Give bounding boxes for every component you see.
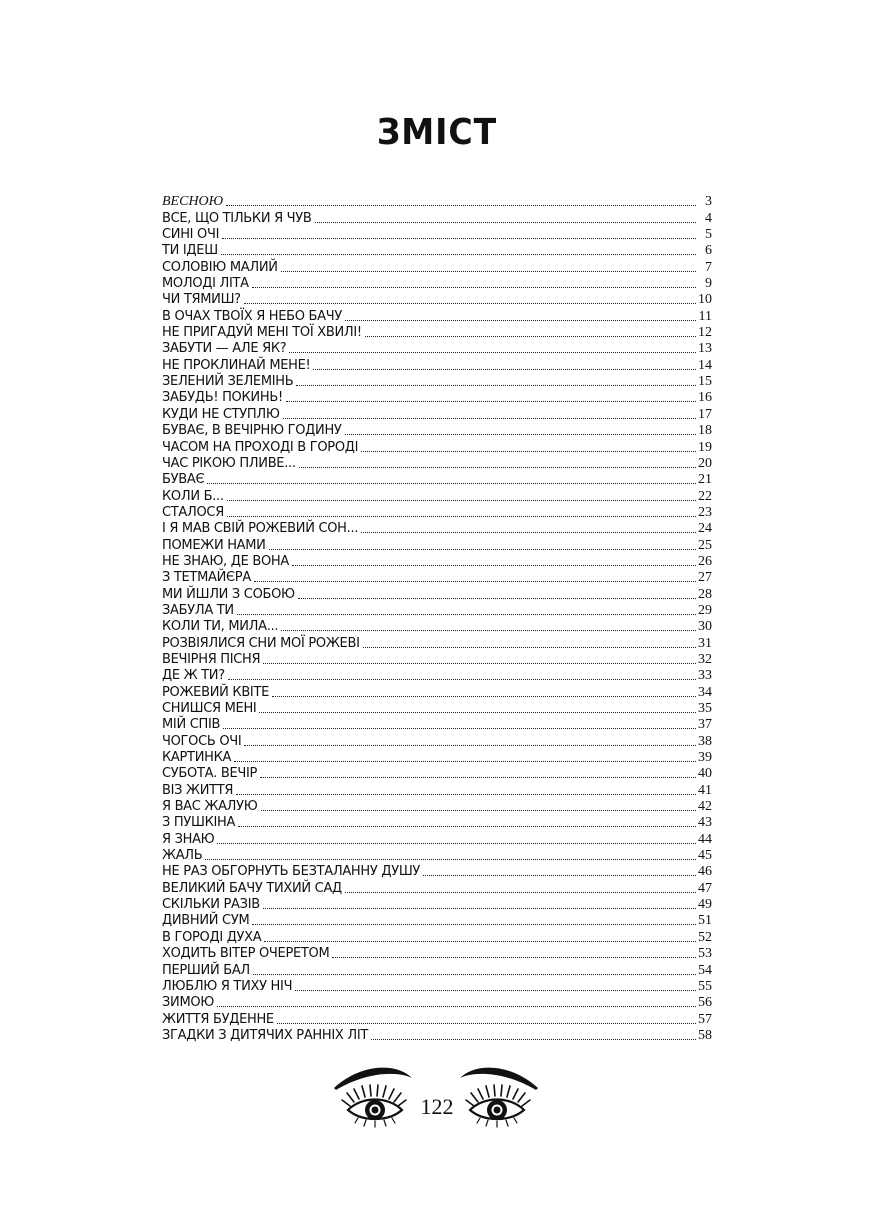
toc-entry-title: ВЕСНОЮ <box>162 194 224 210</box>
toc-entry-title: ДИВНИЙ СУМ <box>162 913 250 929</box>
toc-entry <box>162 210 712 226</box>
toc-entry-title: З ПУШКІНА <box>162 815 236 831</box>
toc-entry-title: ВІЗ ЖИТТЯ <box>162 782 234 798</box>
toc-entry <box>162 603 712 619</box>
toc-entry <box>162 929 712 945</box>
dot-leader <box>283 418 696 419</box>
toc-entry-page: 47 <box>698 880 712 896</box>
dot-leader <box>264 941 696 942</box>
dot-leader <box>228 679 696 680</box>
toc-entry-page: 10 <box>698 292 712 308</box>
toc-entry-title: ЗГАДКИ З ДИТЯЧИХ РАННІХ ЛІТ <box>162 1027 369 1043</box>
dot-leader <box>217 1006 696 1007</box>
toc-entry <box>162 733 712 749</box>
dot-leader <box>259 712 696 713</box>
dot-leader <box>423 875 696 876</box>
toc-entry <box>162 308 712 324</box>
toc-entry-page: 4 <box>705 210 712 226</box>
toc-entry-title: НЕ ПРИГАДУЙ МЕНІ ТОЇ ХВИЛІ! <box>162 325 362 341</box>
toc-entry <box>162 521 712 537</box>
toc-entry-title: НЕ РАЗ ОБГОРНУТЬ БЕЗТАЛАННУ ДУШУ <box>162 864 421 880</box>
dot-leader <box>361 451 696 452</box>
toc-entry-title: ЖИТТЯ БУДЕННЕ <box>162 1011 274 1027</box>
dot-leader <box>238 826 696 827</box>
page-number: 122 <box>420 1094 454 1119</box>
toc-entry <box>162 799 712 815</box>
dot-leader <box>345 434 696 435</box>
toc-entry-title: СИНІ ОЧІ <box>162 227 220 243</box>
toc-entry <box>162 782 712 798</box>
toc-entry <box>162 276 712 292</box>
toc-entry-page: 25 <box>698 537 712 553</box>
toc-entry-title: Я ЗНАЮ <box>162 831 215 847</box>
toc-entry-page: 11 <box>698 308 712 324</box>
dot-leader <box>298 598 696 599</box>
dot-leader <box>221 254 696 255</box>
toc-entry-page: 3 <box>705 194 712 210</box>
toc-entry-page: 16 <box>698 390 712 406</box>
toc-entry <box>162 586 712 602</box>
toc-entry-page: 5 <box>705 227 712 243</box>
toc-entry-title: ЗАБУДЬ! ПОКИНЬ! <box>162 390 283 406</box>
toc-entry <box>162 292 712 308</box>
toc-entry-page: 12 <box>698 325 712 341</box>
dot-leader <box>234 761 696 762</box>
toc-entry-page: 13 <box>698 341 712 357</box>
right-eye-icon <box>460 1068 538 1127</box>
toc-entry <box>162 815 712 831</box>
dot-leader <box>252 924 696 925</box>
toc-entry-page: 32 <box>698 651 712 667</box>
toc-entry-page: 53 <box>698 946 712 962</box>
toc-entry-page: 29 <box>698 602 712 618</box>
toc-entry-title: КАРТИНКА <box>162 750 232 766</box>
toc-entry-title: Я ВАС ЖАЛУЮ <box>162 799 258 815</box>
toc-entry <box>162 766 712 782</box>
dot-leader <box>263 663 696 664</box>
dot-leader <box>281 271 696 272</box>
toc-entry <box>162 341 712 357</box>
toc-entry <box>162 374 712 390</box>
dot-leader <box>365 336 696 337</box>
dot-leader <box>244 745 696 746</box>
toc-entry-title: ВЕЛИКИЙ БАЧУ ТИХИЙ САД <box>162 880 342 896</box>
toc-entry-title: ЖАЛЬ <box>162 848 203 864</box>
toc-entry-title: ЧАС РІКОЮ ПЛИВЕ... <box>162 455 296 471</box>
toc-entry-title: ЗАБУЛА ТИ <box>162 602 234 618</box>
toc-entry-page: 42 <box>698 799 712 815</box>
toc-entry <box>162 946 712 962</box>
toc-entry <box>162 423 712 439</box>
toc-entry-title: ВСЕ, ЩО ТІЛЬКИ Я ЧУВ <box>162 210 312 226</box>
toc-entry <box>162 864 712 880</box>
dot-leader <box>236 794 696 795</box>
dot-leader <box>263 908 696 909</box>
toc-entry-page: 55 <box>698 978 712 994</box>
toc-entry-title: ЗАБУТИ — АЛЕ ЯК? <box>162 341 287 357</box>
toc-entry <box>162 750 712 766</box>
toc-entry-page: 22 <box>698 488 712 504</box>
toc-entry-title: КОЛИ ТИ, МИЛА... <box>162 619 279 635</box>
dot-leader <box>253 974 696 975</box>
toc-entry-title: В ОЧАХ ТВОЇХ Я НЕБО БАЧУ <box>162 308 342 324</box>
toc-entry-page: 17 <box>698 406 712 422</box>
toc-entry-page: 31 <box>698 635 712 651</box>
toc-entry <box>162 390 712 406</box>
dot-leader <box>315 222 696 223</box>
toc-entry <box>162 570 712 586</box>
toc-entry <box>162 456 712 472</box>
toc-entry-title: ПОМЕЖИ НАМИ <box>162 537 266 553</box>
dot-leader <box>244 303 696 304</box>
toc-entry-title: ЧАСОМ НА ПРОХОДІ В ГОРОДІ <box>162 439 359 455</box>
toc-entry-title: ЗЕЛЕНИЙ ЗЕЛЕМІНЬ <box>162 374 294 390</box>
toc-entry-title: МІЙ СПІВ <box>162 717 221 733</box>
dot-leader <box>345 892 696 893</box>
toc-entry-page: 51 <box>698 913 712 929</box>
toc-entry <box>162 243 712 259</box>
toc-entry-title: ЛЮБЛЮ Я ТИХУ НІЧ <box>162 978 293 994</box>
toc-entry-title: ПЕРШИЙ БАЛ <box>162 962 250 978</box>
toc-entry-page: 41 <box>698 782 712 798</box>
toc-entry-title: ВЕЧІРНЯ ПІСНЯ <box>162 651 261 667</box>
toc-entry-page: 39 <box>698 750 712 766</box>
toc-entry <box>162 406 712 422</box>
toc-entry <box>162 537 712 553</box>
toc-entry-title: СУБОТА. ВЕЧІР <box>162 766 258 782</box>
dot-leader <box>260 777 696 778</box>
toc-entry-page: 30 <box>698 619 712 635</box>
toc-entry-page: 9 <box>705 276 712 292</box>
toc-entry-page: 45 <box>698 848 712 864</box>
toc-entry-title: ХОДИТЬ ВІТЕР ОЧЕРЕТОМ <box>162 946 330 962</box>
toc-entry <box>162 325 712 341</box>
toc-entry <box>162 831 712 847</box>
dot-leader <box>205 859 696 860</box>
dot-leader <box>254 581 696 582</box>
toc-entry-title: БУВАЄ, В ВЕЧІРНЮ ГОДИНУ <box>162 423 342 439</box>
toc-entry <box>162 652 712 668</box>
toc-entry-page: 58 <box>698 1027 712 1043</box>
dot-leader <box>252 287 696 288</box>
toc-entry-page: 49 <box>698 897 712 913</box>
toc-entry-page: 34 <box>698 684 712 700</box>
left-eye-icon <box>334 1068 412 1127</box>
toc-entry-title: СНИШСЯ МЕНІ <box>162 701 257 716</box>
dot-leader <box>207 483 696 484</box>
toc-entry-page: 23 <box>698 504 712 520</box>
toc-entry-title: КУДИ НЕ СТУПЛЮ <box>162 406 280 422</box>
toc-entry <box>162 701 712 717</box>
toc-entry <box>162 717 712 733</box>
dot-leader <box>277 1023 696 1024</box>
toc-entry-page: 28 <box>698 586 712 602</box>
toc-entry-title: БУВАЄ <box>162 472 205 488</box>
toc-entry-title: З ТЕТМАЙЄРА <box>162 570 251 586</box>
toc-entry-title: СТАЛОСЯ <box>162 504 224 520</box>
toc-entry-page: 56 <box>698 995 712 1011</box>
dot-leader <box>292 565 696 566</box>
toc-entry-title: МИ ЙШЛИ З СОБОЮ <box>162 586 295 602</box>
toc-entry <box>162 259 712 275</box>
toc-entry-page: 40 <box>698 766 712 782</box>
toc-entry-title: РОЗВІЯЛИСЯ СНИ МОЇ РОЖЕВІ <box>162 635 360 651</box>
toc-entry-title: ЧОГОСЬ ОЧІ <box>162 733 242 749</box>
toc-entry-page: 52 <box>698 929 712 945</box>
dot-leader <box>226 205 696 206</box>
toc-entry-title: СОЛОВІЮ МАЛИЙ <box>162 259 278 275</box>
toc-entry <box>162 619 712 635</box>
dot-leader <box>371 1039 696 1040</box>
dot-leader <box>222 238 696 239</box>
dot-leader <box>237 614 696 615</box>
toc-entry-page: 14 <box>698 357 712 373</box>
table-of-contents <box>162 194 712 1044</box>
toc-entry-page: 15 <box>698 374 712 390</box>
toc-entry-page: 24 <box>698 521 712 537</box>
toc-entry-page: 44 <box>698 831 712 847</box>
toc-entry <box>162 995 712 1011</box>
dot-leader <box>281 630 696 631</box>
toc-entry-page: 21 <box>698 472 712 488</box>
dot-leader <box>299 467 696 468</box>
toc-entry-page: 37 <box>698 717 712 733</box>
toc-entry <box>162 357 712 373</box>
toc-entry <box>162 962 712 978</box>
toc-entry <box>162 439 712 455</box>
toc-entry-page: 38 <box>698 733 712 749</box>
toc-entry-title: КОЛИ Б... <box>162 488 224 504</box>
toc-entry <box>162 979 712 995</box>
toc-entry-title: НЕ ЗНАЮ, ДЕ ВОНА <box>162 553 289 569</box>
dot-leader <box>332 957 696 958</box>
toc-entry-title: ЧИ ТЯМИШ? <box>162 292 241 308</box>
dot-leader <box>261 810 696 811</box>
toc-entry-page: 19 <box>698 439 712 455</box>
toc-entry <box>162 635 712 651</box>
toc-entry-title: ЗИМОЮ <box>162 995 215 1011</box>
dot-leader <box>296 385 696 386</box>
toc-entry-page: 7 <box>705 259 712 275</box>
toc-entry-page: 33 <box>698 668 712 684</box>
toc-entry-page: 35 <box>698 701 712 716</box>
toc-entry-page: 54 <box>698 962 712 978</box>
toc-entry <box>162 897 712 913</box>
dot-leader <box>217 843 696 844</box>
toc-entry-title: РОЖЕВИЙ КВІТЕ <box>162 684 270 700</box>
toc-entry-title: НЕ ПРОКЛИНАЙ МЕНЕ! <box>162 357 311 373</box>
page-title: ЗМІСТ <box>376 112 498 153</box>
dot-leader <box>289 352 696 353</box>
toc-entry <box>162 194 712 210</box>
toc-entry <box>162 227 712 243</box>
toc-entry-page: 6 <box>705 243 712 259</box>
toc-entry-title: СКІЛЬКИ РАЗІВ <box>162 897 260 913</box>
dot-leader <box>363 647 696 648</box>
toc-entry <box>162 1028 712 1044</box>
toc-entry-title: І Я МАВ СВІЙ РОЖЕВИЙ СОН... <box>162 521 359 537</box>
toc-entry <box>162 668 712 684</box>
toc-entry-title: МОЛОДІ ЛІТА <box>162 276 249 292</box>
toc-entry-page: 26 <box>698 553 712 569</box>
dot-leader <box>227 500 696 501</box>
toc-entry-title: ТИ ІДЕШ <box>162 243 218 259</box>
dot-leader <box>345 320 696 321</box>
dot-leader <box>272 696 696 697</box>
toc-entry-page: 43 <box>698 815 712 831</box>
toc-entry-page: 18 <box>698 423 712 439</box>
toc-entry <box>162 880 712 896</box>
toc-entry-title: ДЕ Ж ТИ? <box>162 668 225 684</box>
dot-leader <box>223 728 696 729</box>
dot-leader <box>361 532 696 533</box>
dot-leader <box>295 990 696 991</box>
dot-leader <box>313 369 696 370</box>
toc-entry <box>162 472 712 488</box>
toc-entry-title: В ГОРОДІ ДУХА <box>162 929 262 945</box>
toc-entry <box>162 554 712 570</box>
toc-entry <box>162 488 712 504</box>
toc-entry <box>162 684 712 700</box>
dot-leader <box>286 401 696 402</box>
toc-entry-page: 57 <box>698 1011 712 1027</box>
toc-entry <box>162 505 712 521</box>
toc-entry-page: 46 <box>698 864 712 880</box>
toc-entry <box>162 1011 712 1027</box>
toc-entry <box>162 848 712 864</box>
toc-entry-page: 27 <box>698 570 712 586</box>
dot-leader <box>227 516 696 517</box>
toc-entry <box>162 913 712 929</box>
toc-entry-page: 20 <box>698 455 712 471</box>
dot-leader <box>269 549 696 550</box>
